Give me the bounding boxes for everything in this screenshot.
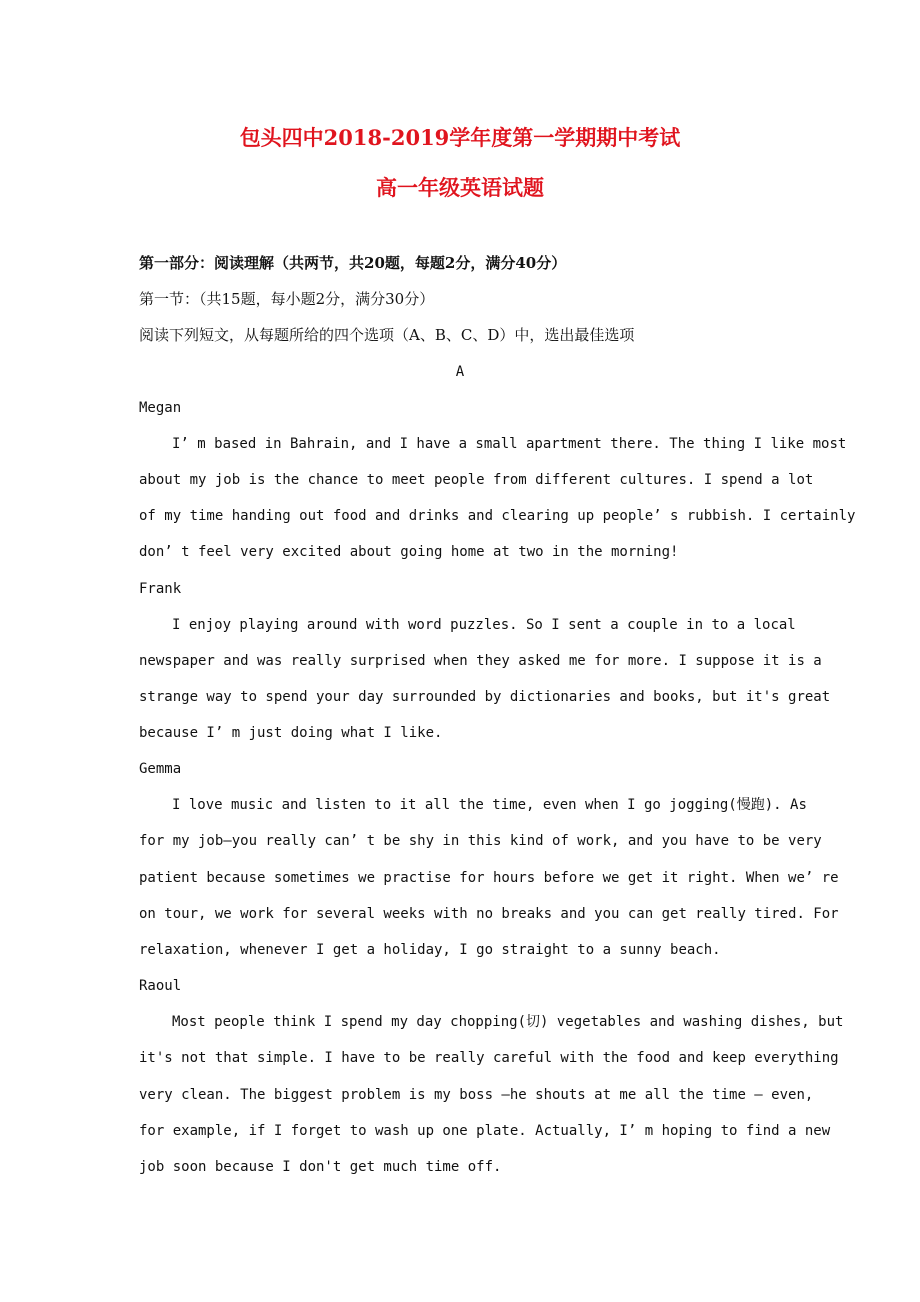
part-heading: 第一部分：阅读理解（共两节，共20题，每题2分，满分40分） bbox=[139, 254, 567, 272]
paragraph-line: don’ t feel very excited about going home at two in the morning! bbox=[139, 544, 679, 560]
person-name-megan: Megan bbox=[139, 400, 182, 416]
person-name-gemma: Gemma bbox=[139, 761, 182, 777]
paragraph-line: on tour, we work for several weeks with no breaks and you can get really tired. For bbox=[139, 906, 839, 922]
passage-label: A bbox=[455, 364, 465, 380]
section-heading: 第一节：（共15题，每小题2分，满分30分） bbox=[139, 290, 435, 308]
paragraph-line: relaxation, whenever I get a holiday, I go straight to a sunny beach. bbox=[139, 942, 721, 958]
instruction-text: 阅读下列短文，从每题所给的四个选项（A、B、C、D）中，选出最佳选项 bbox=[139, 326, 635, 344]
paragraph-line: for my job—you really can’ t be shy in this kind of work, and you have to be very bbox=[139, 833, 822, 849]
exam-subtitle: 高一年级英语试题 bbox=[376, 175, 544, 200]
paragraph-line: patient because sometimes we practise for hours before we get it right. When we’ re bbox=[139, 870, 839, 886]
paragraph-line: because I’ m just doing what I like. bbox=[139, 725, 443, 741]
paragraph-line: newspaper and was really surprised when they asked me for more. I suppose it is a bbox=[139, 653, 822, 669]
paragraph-line: very clean. The biggest problem is my boss —he shouts at me all the time — even, bbox=[139, 1087, 814, 1103]
person-name-frank: Frank bbox=[139, 581, 182, 597]
paragraph-line: job soon because I don't get much time off. bbox=[139, 1159, 502, 1175]
paragraph-line: I’ m based in Bahrain, and I have a small apartment there. The thing I like most bbox=[172, 436, 847, 452]
paragraph-line: of my time handing out food and drinks and clearing up people’ s rubbish. I certainly bbox=[139, 508, 856, 524]
person-name-raoul: Raoul bbox=[139, 978, 182, 994]
exam-title: 包头四中2018-2019学年度第一学期期中考试 bbox=[239, 125, 681, 150]
paragraph-line: about my job is the chance to meet people from different cultures. I spend a lot bbox=[139, 472, 814, 488]
paragraph-line: Most people think I spend my day chopping(切) vegetables and washing dishes, but bbox=[172, 1014, 844, 1030]
paragraph-line: I enjoy playing around with word puzzles. So I sent a couple in to a local bbox=[172, 617, 796, 633]
paragraph-line: it's not that simple. I have to be really careful with the food and keep everything bbox=[139, 1050, 839, 1066]
paragraph-line: for example, if I forget to wash up one plate. Actually, I’ m hoping to find a new bbox=[139, 1123, 831, 1139]
paragraph-line: strange way to spend your day surrounded by dictionaries and books, but it's great bbox=[139, 689, 831, 705]
paragraph-line: I love music and listen to it all the time, even when I go jogging(慢跑). As bbox=[172, 797, 807, 813]
